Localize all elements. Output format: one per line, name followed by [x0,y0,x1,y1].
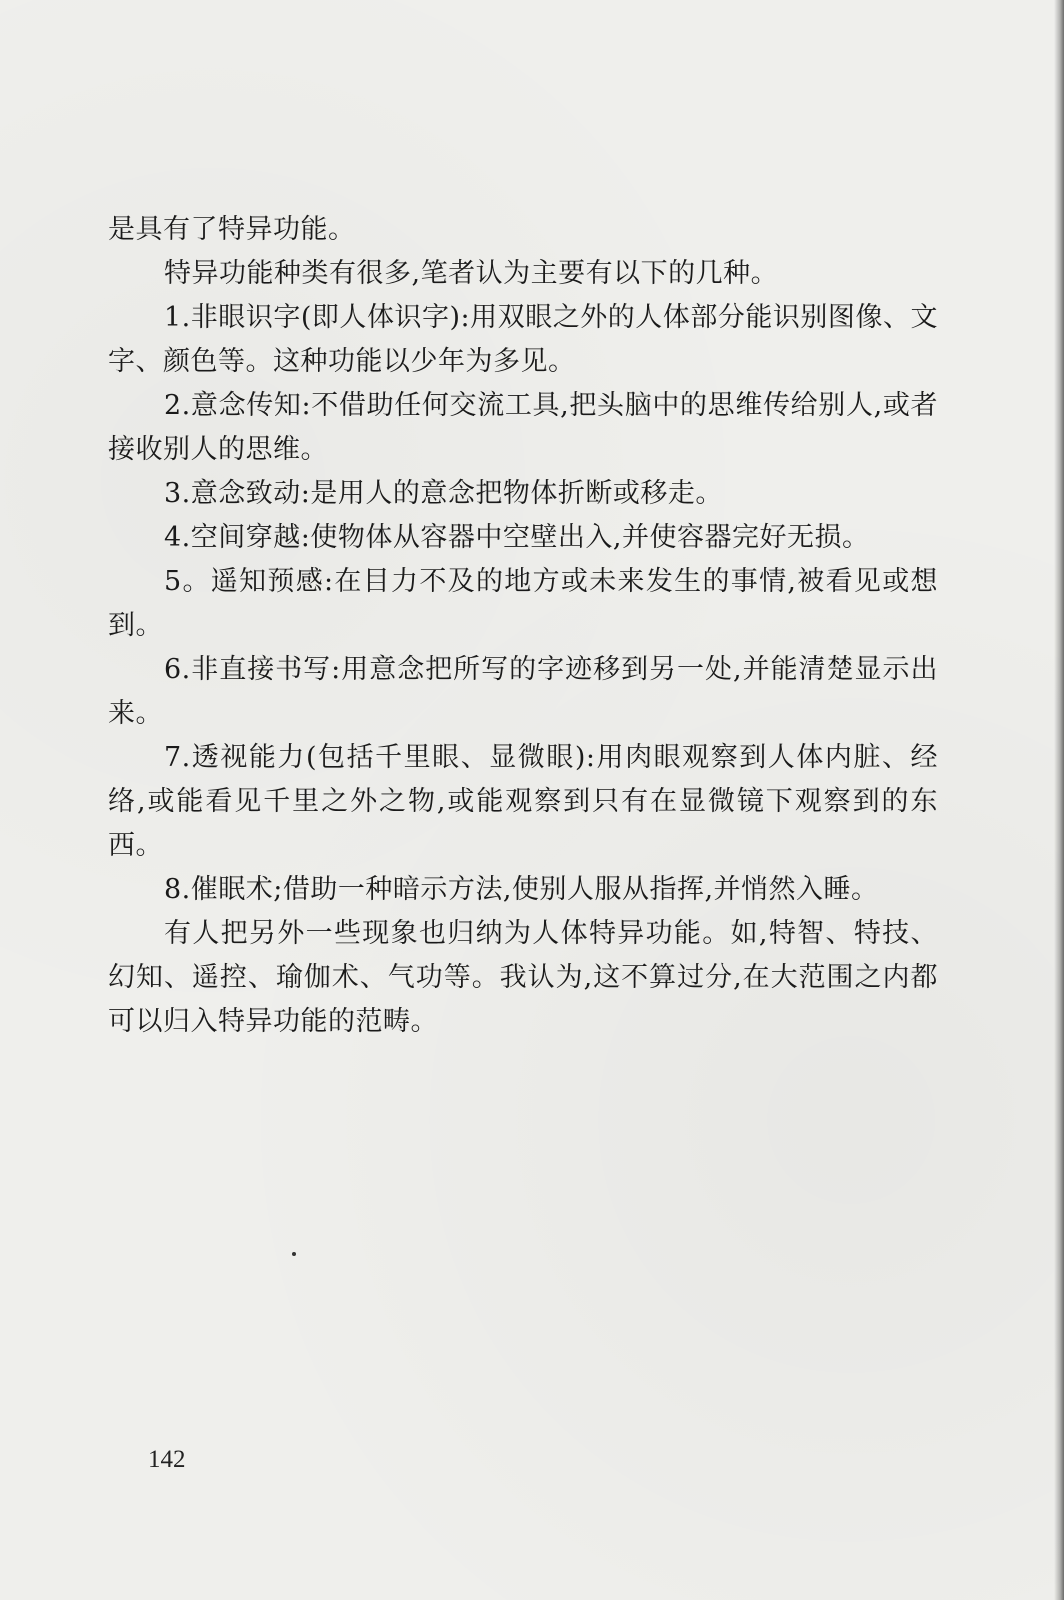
list-item-4: 4.空间穿越:使物体从容器中空壁出入,并使容器完好无损。 [164,522,870,553]
paragraph-intro: 特异功能种类有很多,笔者认为主要有以下的几种。 [164,258,779,289]
paragraph-conclusion: 有人把另外一些现象也归纳为人体特异功能。如,特智、特技、幻知、遥控、瑜伽术、气功等。我认为,这不算过分,在大范围之内都可以归入特异功能的范畴。 [108,918,938,1037]
list-item-2: 2.意念传知:不借助任何交流工具,把头脑中的思维传给别人,或者接收别人的思维。 [108,390,938,465]
list-item-7: 7.透视能力(包括千里眼、显微眼):用肉眼观察到人体内脏、经络,或能看见千里之外之物,或能观察到只有在显微镜下观察到的东西。 [108,742,938,861]
print-speck [292,1252,296,1256]
page-number: 142 [148,1446,186,1473]
list-item-8: 8.催眠术;借助一种暗示方法,使别人服从指挥,并悄然入睡。 [164,874,879,905]
body-text [108,208,938,1044]
paragraph-continuation: 是具有了特异功能。 [108,214,356,245]
list-item-1: 1.非眼识字(即人体识字):用双眼之外的人体部分能识别图像、文字、颜色等。这种功能以少年为多见。 [108,302,938,377]
page-edge-shadow [1054,0,1064,1600]
list-item-5: 5。遥知预感:在目力不及的地方或未来发生的事情,被看见或想到。 [108,566,938,641]
list-item-6: 6.非直接书写:用意念把所写的字迹移到另一处,并能清楚显示出来。 [108,654,938,729]
list-item-3: 3.意念致动:是用人的意念把物体折断或移走。 [164,478,723,509]
